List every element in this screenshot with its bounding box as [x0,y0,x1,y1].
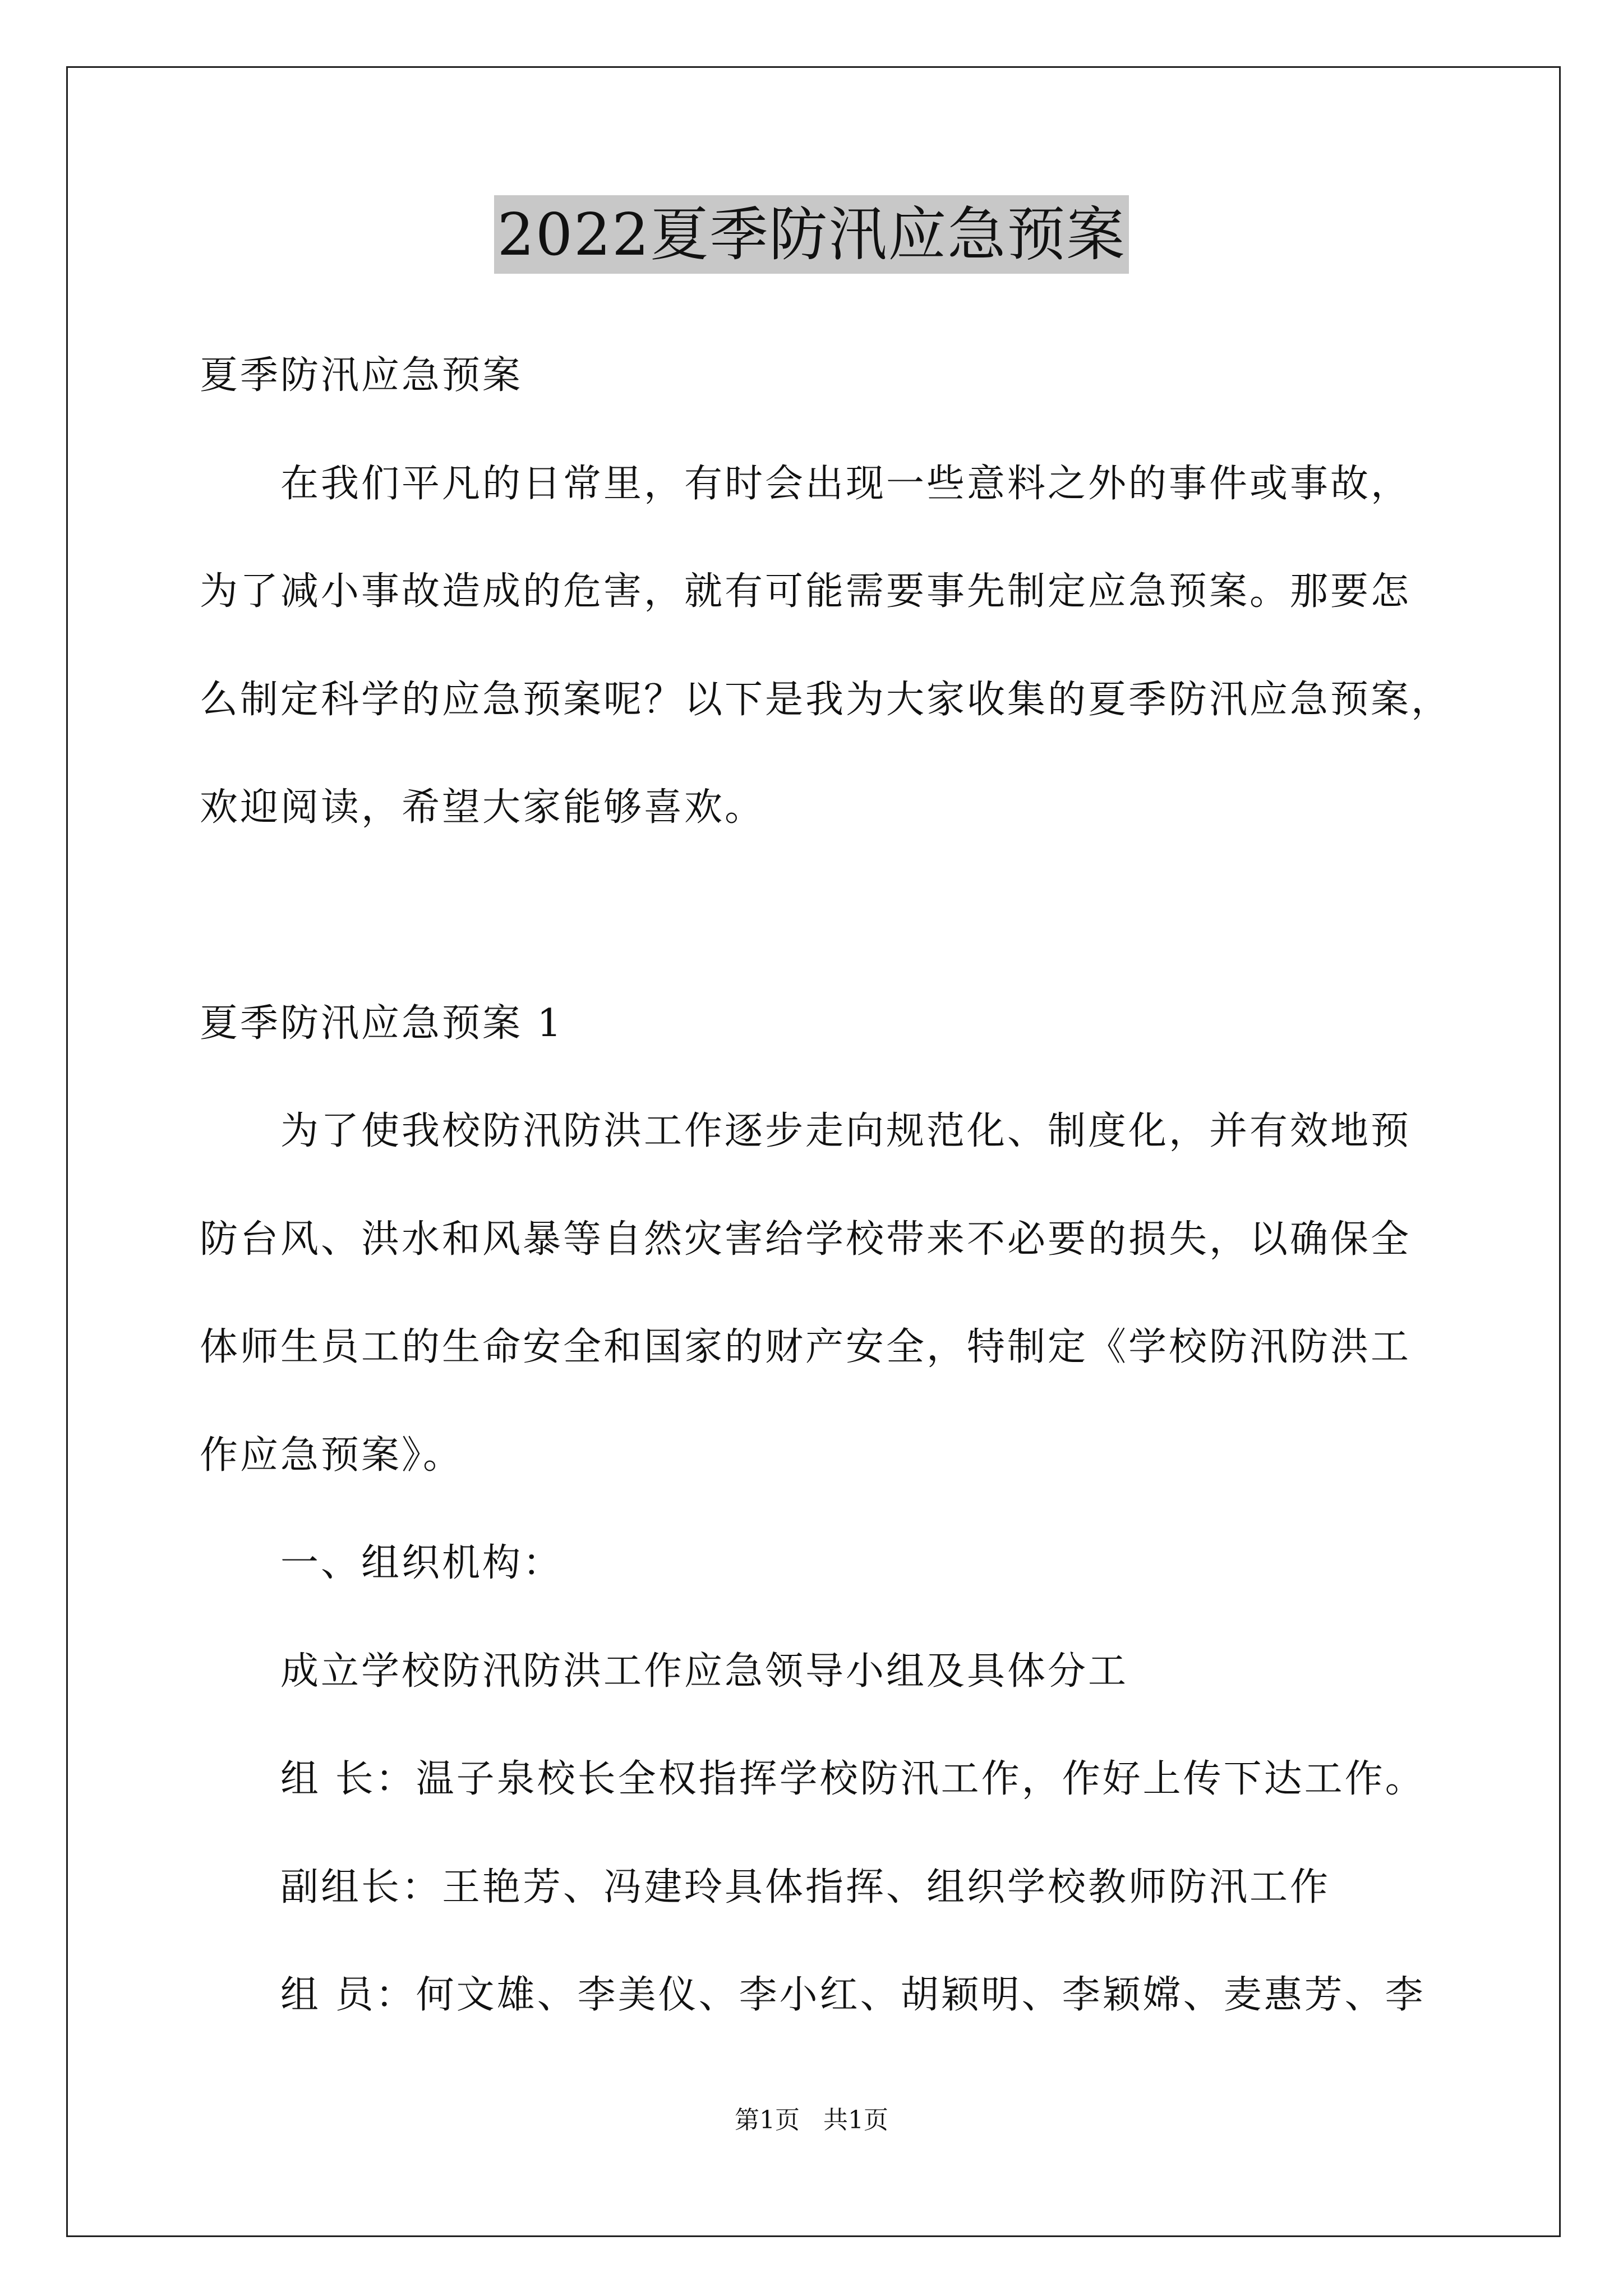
paragraph-line: 作应急预案》。 [200,1433,464,1478]
paragraph-line: 欢迎阅读，希望大家能够喜欢。 [200,785,766,830]
paragraph-line: 为了使我校防汛防洪工作逐步走向规范化、制度化，并有效地预 [280,1109,1412,1153]
paragraph-line: 组 长：温子泉校长全权指挥学校防汛工作，作好上传下达工作。 [280,1757,1426,1801]
paragraph-line: 成立学校防汛防洪工作应急领导小组及具体分工 [280,1649,1129,1694]
subheading-line: 一、组织机构： [280,1541,564,1585]
section-heading: 夏季防汛应急预案 1 [200,1001,564,1046]
page-footer: 第1页 共1页 [735,2106,888,2134]
paragraph-line: 组 员：何文雄、李美仪、李小红、胡颖明、李颖嫦、麦惠芳、李 [280,1973,1426,2017]
document-title: 2022夏季防汛应急预案 [494,195,1129,274]
paragraph-line: 在我们平凡的日常里，有时会出现一些意料之外的事件或事故， [280,462,1412,506]
paragraph-line: 副组长：王艳芳、冯建玲具体指挥、组织学校教师防汛工作 [280,1865,1331,1910]
paragraph-line: 体师生员工的生命安全和国家的财产安全，特制定《学校防汛防洪工 [200,1325,1412,1369]
paragraph-line: 么制定科学的应急预案呢？以下是我为大家收集的夏季防汛应急预案， [200,678,1452,722]
subtitle-line: 夏季防汛应急预案 [200,353,523,398]
paragraph-line: 为了减小事故造成的危害，就有可能需要事先制定应急预案。那要怎 [200,569,1412,614]
paragraph-line: 防台风、洪水和风暴等自然灾害给学校带来不必要的损失，以确保全 [200,1217,1412,1262]
title-wrap [0,195,1623,274]
